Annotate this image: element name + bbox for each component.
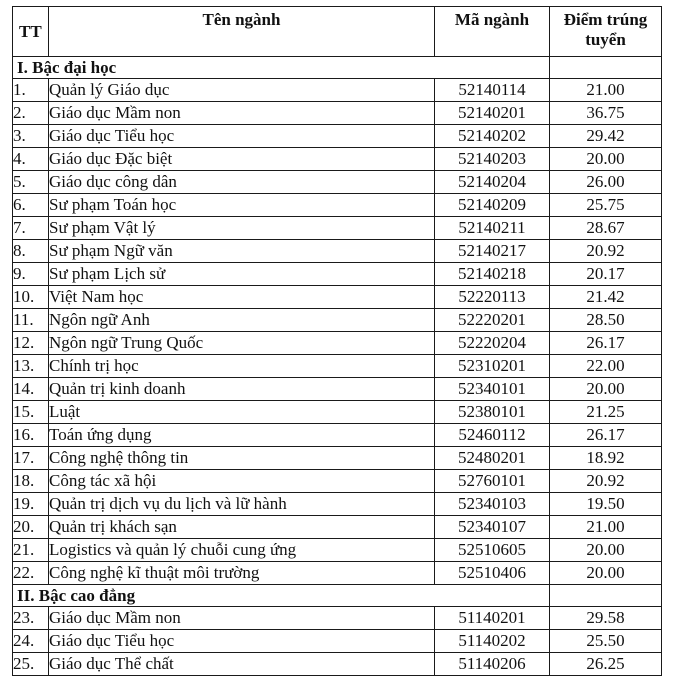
row-number: 6. xyxy=(13,194,49,217)
row-number: 12. xyxy=(13,332,49,355)
major-name: Việt Nam học xyxy=(49,286,435,309)
table-row xyxy=(13,171,662,194)
row-number: 11. xyxy=(13,309,49,332)
row-number: 10. xyxy=(13,286,49,309)
table-row xyxy=(13,217,662,240)
admission-score: 22.00 xyxy=(550,355,662,378)
major-name: Công nghệ kĩ thuật môi trường xyxy=(49,562,435,585)
table-row xyxy=(13,125,662,148)
header-score: Điểm trúng tuyển xyxy=(550,7,662,57)
table-row xyxy=(13,332,662,355)
admission-score: 36.75 xyxy=(550,102,662,125)
admission-score: 21.00 xyxy=(550,516,662,539)
admission-score: 20.00 xyxy=(550,562,662,585)
table-body xyxy=(13,57,662,676)
row-number: 2. xyxy=(13,102,49,125)
table-row xyxy=(13,286,662,309)
row-number: 1. xyxy=(13,79,49,102)
row-number: 16. xyxy=(13,424,49,447)
section-title: I. Bậc đại học xyxy=(13,57,550,79)
table-row xyxy=(13,630,662,653)
table-row xyxy=(13,263,662,286)
table-row xyxy=(13,607,662,630)
row-number: 15. xyxy=(13,401,49,424)
row-number: 20. xyxy=(13,516,49,539)
major-name: Logistics và quản lý chuỗi cung ứng xyxy=(49,539,435,562)
section-empty-cell xyxy=(550,585,662,607)
header-code: Mã ngành xyxy=(435,7,550,57)
major-code: 52310201 xyxy=(435,355,550,378)
row-number: 17. xyxy=(13,447,49,470)
section-row xyxy=(13,57,662,79)
admission-score: 19.50 xyxy=(550,493,662,516)
major-name: Sư phạm Vật lý xyxy=(49,217,435,240)
major-name: Công tác xã hội xyxy=(49,470,435,493)
major-code: 52340103 xyxy=(435,493,550,516)
table-row xyxy=(13,653,662,676)
admission-score: 26.25 xyxy=(550,653,662,676)
major-code: 52140217 xyxy=(435,240,550,263)
table-row xyxy=(13,539,662,562)
admission-score: 29.42 xyxy=(550,125,662,148)
table-row xyxy=(13,401,662,424)
major-name: Chính trị học xyxy=(49,355,435,378)
row-number: 22. xyxy=(13,562,49,585)
major-code: 52510406 xyxy=(435,562,550,585)
major-code: 52140201 xyxy=(435,102,550,125)
admission-score: 26.00 xyxy=(550,171,662,194)
row-number: 23. xyxy=(13,607,49,630)
table-row xyxy=(13,148,662,171)
major-name: Ngôn ngữ Anh xyxy=(49,309,435,332)
major-name: Giáo dục Thể chất xyxy=(49,653,435,676)
major-code: 51140202 xyxy=(435,630,550,653)
admission-score: 29.58 xyxy=(550,607,662,630)
row-number: 8. xyxy=(13,240,49,263)
header-tt: TT xyxy=(13,7,49,57)
major-name: Giáo dục Tiểu học xyxy=(49,125,435,148)
major-name: Quản trị khách sạn xyxy=(49,516,435,539)
major-name: Giáo dục Đặc biệt xyxy=(49,148,435,171)
major-code: 52140218 xyxy=(435,263,550,286)
major-code: 52220113 xyxy=(435,286,550,309)
row-number: 19. xyxy=(13,493,49,516)
section-empty-cell xyxy=(550,57,662,79)
major-name: Sư phạm Toán học xyxy=(49,194,435,217)
row-number: 25. xyxy=(13,653,49,676)
admission-score: 26.17 xyxy=(550,332,662,355)
major-name: Quản trị dịch vụ du lịch và lữ hành xyxy=(49,493,435,516)
table-row xyxy=(13,79,662,102)
major-code: 52140114 xyxy=(435,79,550,102)
admission-score: 21.00 xyxy=(550,79,662,102)
major-name: Giáo dục Mầm non xyxy=(49,607,435,630)
admission-score: 20.92 xyxy=(550,470,662,493)
row-number: 9. xyxy=(13,263,49,286)
major-name: Giáo dục Mầm non xyxy=(49,102,435,125)
table-row xyxy=(13,424,662,447)
admission-score: 21.25 xyxy=(550,401,662,424)
major-name: Quản trị kinh doanh xyxy=(49,378,435,401)
major-code: 51140206 xyxy=(435,653,550,676)
major-code: 52140202 xyxy=(435,125,550,148)
major-name: Quản lý Giáo dục xyxy=(49,79,435,102)
major-code: 52380101 xyxy=(435,401,550,424)
header-row xyxy=(13,7,662,57)
major-name: Công nghệ thông tin xyxy=(49,447,435,470)
major-name: Ngôn ngữ Trung Quốc xyxy=(49,332,435,355)
major-code: 52340107 xyxy=(435,516,550,539)
admission-score: 26.17 xyxy=(550,424,662,447)
major-code: 52140209 xyxy=(435,194,550,217)
row-number: 7. xyxy=(13,217,49,240)
major-code: 52220204 xyxy=(435,332,550,355)
table-row xyxy=(13,102,662,125)
row-number: 13. xyxy=(13,355,49,378)
table-row xyxy=(13,516,662,539)
table-row xyxy=(13,355,662,378)
table-row xyxy=(13,562,662,585)
admission-score: 20.00 xyxy=(550,148,662,171)
header-name: Tên ngành xyxy=(49,7,435,57)
table-row xyxy=(13,447,662,470)
admission-score: 20.00 xyxy=(550,539,662,562)
major-code: 52140204 xyxy=(435,171,550,194)
admission-score: 20.17 xyxy=(550,263,662,286)
major-code: 52460112 xyxy=(435,424,550,447)
table-row xyxy=(13,194,662,217)
major-code: 52760101 xyxy=(435,470,550,493)
admission-score: 25.50 xyxy=(550,630,662,653)
major-code: 51140201 xyxy=(435,607,550,630)
major-name: Sư phạm Lịch sử xyxy=(49,263,435,286)
row-number: 5. xyxy=(13,171,49,194)
table-row xyxy=(13,470,662,493)
admission-score: 28.50 xyxy=(550,309,662,332)
admission-score: 20.92 xyxy=(550,240,662,263)
admission-score: 20.00 xyxy=(550,378,662,401)
table-row xyxy=(13,493,662,516)
table-row xyxy=(13,378,662,401)
major-name: Luật xyxy=(49,401,435,424)
major-code: 52140211 xyxy=(435,217,550,240)
row-number: 14. xyxy=(13,378,49,401)
admission-scores-table xyxy=(12,6,662,676)
major-name: Giáo dục Tiểu học xyxy=(49,630,435,653)
row-number: 21. xyxy=(13,539,49,562)
table-row xyxy=(13,240,662,263)
major-code: 52510605 xyxy=(435,539,550,562)
major-code: 52340101 xyxy=(435,378,550,401)
row-number: 3. xyxy=(13,125,49,148)
major-code: 52220201 xyxy=(435,309,550,332)
row-number: 18. xyxy=(13,470,49,493)
admission-score: 21.42 xyxy=(550,286,662,309)
admission-score: 18.92 xyxy=(550,447,662,470)
section-row xyxy=(13,585,662,607)
admission-score: 28.67 xyxy=(550,217,662,240)
major-code: 52480201 xyxy=(435,447,550,470)
admission-score: 25.75 xyxy=(550,194,662,217)
major-name: Giáo dục công dân xyxy=(49,171,435,194)
row-number: 24. xyxy=(13,630,49,653)
major-code: 52140203 xyxy=(435,148,550,171)
section-title: II. Bậc cao đẳng xyxy=(13,585,550,607)
row-number: 4. xyxy=(13,148,49,171)
major-name: Toán ứng dụng xyxy=(49,424,435,447)
major-name: Sư phạm Ngữ văn xyxy=(49,240,435,263)
table-row xyxy=(13,309,662,332)
